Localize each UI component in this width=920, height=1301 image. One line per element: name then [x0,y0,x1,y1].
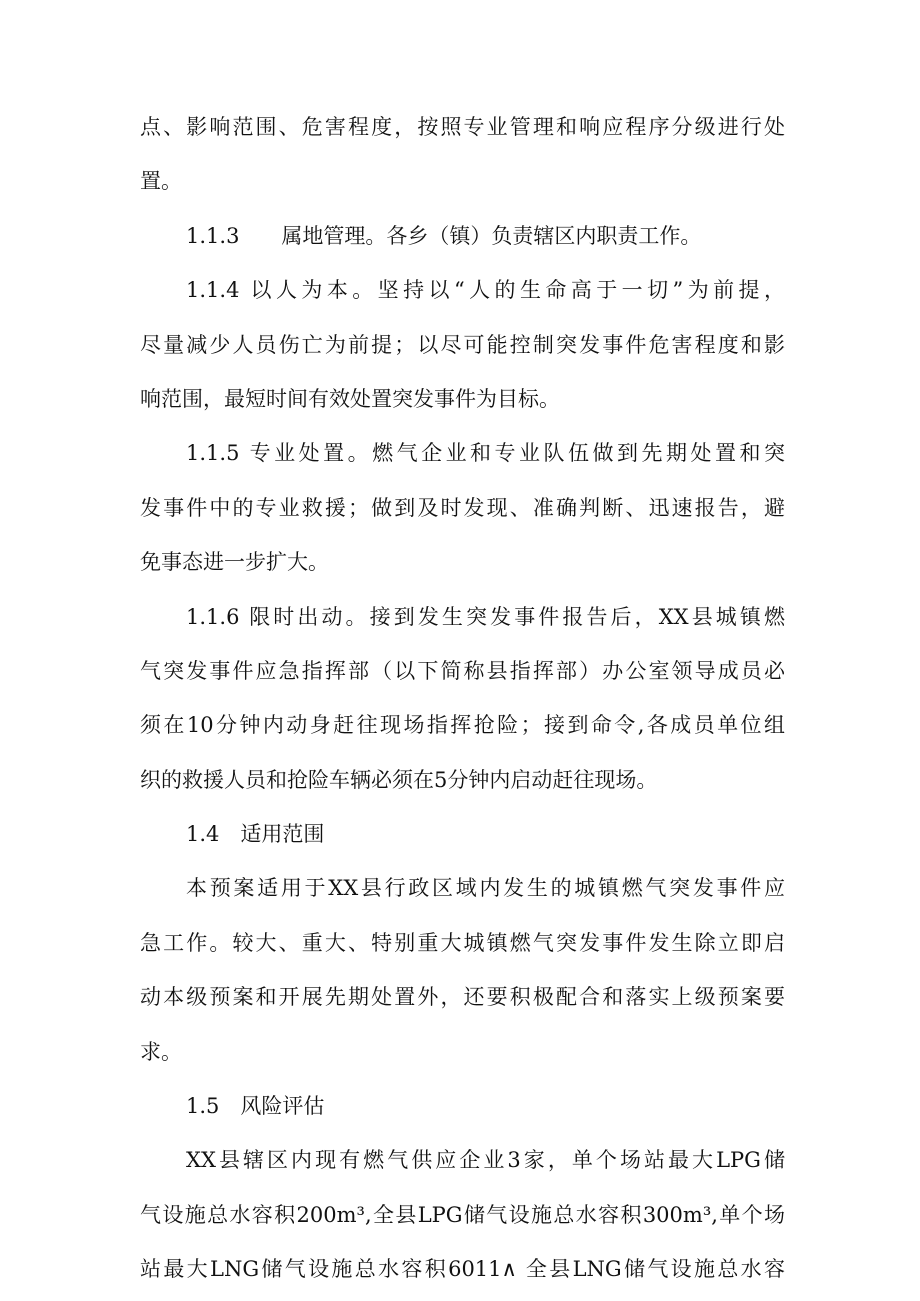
paragraph-line: 急工作。较大、重大、特别重大城镇燃气突发事件发生除立即启 [140,930,785,955]
body-text [140,100,785,1297]
paragraph-line: 免事态进一步扩大。 [140,550,329,575]
paragraph-line: 发事件中的专业救援；做到及时发现、准确判断、迅速报告，避 [140,495,785,520]
paragraph-line: 动本级预案和开展先期处置外，还要积极配合和落实上级预案要 [140,985,785,1010]
paragraph-line: 置。 [140,169,182,194]
paragraph-line: 气突发事件应急指挥部（以下简称县指挥部）办公室领导成员必 [140,658,785,683]
section-heading-1-1-5: 1.1.5 专业处置。燃气企业和专业队伍做到先期处置和突 [186,441,785,466]
paragraph-line: 求。 [140,1039,182,1064]
section-heading-1-4: 1.4 适用范围 [186,822,325,847]
paragraph-line: 响范围，最短时间有效处置突发事件为目标。 [140,386,560,411]
paragraph-line: 站最大LNG储气设施总水容积6011∧ 全县LNG储气设施总水容 [140,1257,785,1282]
section-heading-1-1-4: 1.1.4 以人为本。坚持以“人的生命高于一切”为前提， [186,278,785,303]
paragraph-line: 织的救援人员和抢险车辆必须在5分钟内启动赶往现场。 [140,767,658,792]
paragraph-line: 须在10分钟内动身赶往现场指挥抢险；接到命令,各成员单位组 [140,713,785,738]
paragraph-line: XX县辖区内现有燃气供应企业3家，单个场站最大LPG储 [186,1148,785,1173]
section-heading-1-5: 1.5 风险评估 [186,1094,325,1119]
paragraph-line: 气设施总水容积200m³,全县LPG储气设施总水容积300m³,单个场 [140,1202,785,1227]
section-heading-1-1-6: 1.1.6 限时出动。接到发生突发事件报告后，XX县城镇燃 [186,604,785,629]
paragraph-line: 点、影响范围、危害程度，按照专业管理和响应程序分级进行处 [140,115,785,139]
section-heading-1-1-3: 1.1.3 属地管理。各乡（镇）负责辖区内职责工作。 [186,223,702,248]
paragraph-line: 本预案适用于XX县行政区域内发生的城镇燃气突发事件应 [186,876,785,901]
paragraph-line: 尽量减少人员伤亡为前提；以尽可能控制突发事件危害程度和影 [140,332,785,357]
